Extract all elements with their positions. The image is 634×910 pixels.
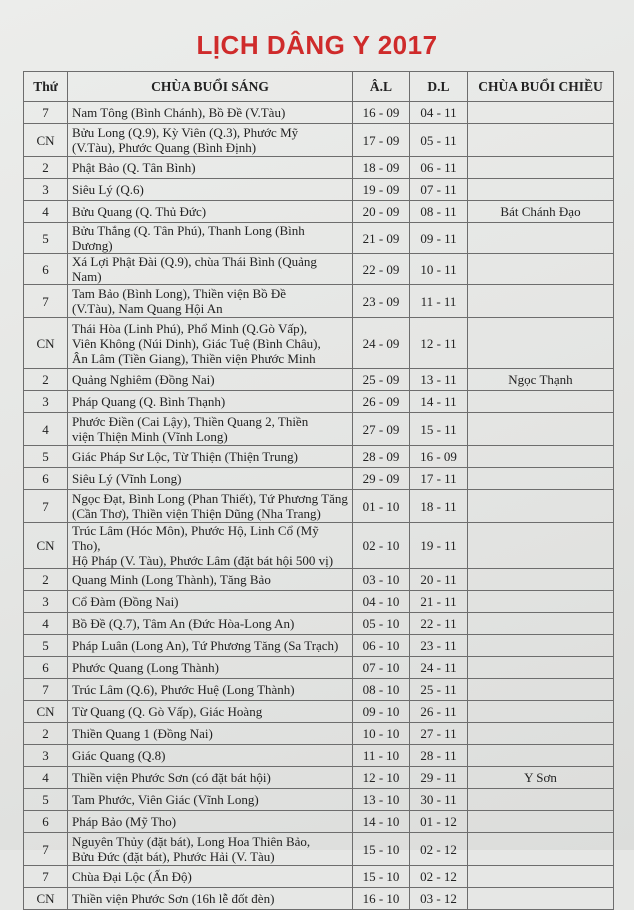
cell-solar-date: 06 - 11 [410,157,468,179]
cell-solar-date: 17 - 11 [410,468,468,490]
morning-temple-line: Từ Quang (Q. Gò Vấp), Giác Hoàng [72,704,263,719]
cell-solar-date: 19 - 11 [410,523,468,569]
morning-temple-line: Xá Lợi Phật Đài (Q.9), chùa Thái Bình (Quảng Nam) [72,254,317,284]
table-row [24,613,614,635]
cell-day: 7 [24,679,68,701]
morning-temple-line: viện Thiện Minh (Vĩnh Long) [72,429,228,444]
cell-lunar-date: 23 - 09 [353,285,410,318]
cell-afternoon-temple: Y Sơn [468,767,614,789]
cell-morning-temple [68,723,353,745]
cell-morning-temple [68,613,353,635]
morning-temple-line: (Cần Thơ), Thiền viện Thiện Dũng (Nha Trang) [72,506,321,521]
cell-day: 7 [24,102,68,124]
cell-day: 5 [24,223,68,254]
morning-temple-line: Nguyên Thủy (đặt bát), Long Hoa Thiên Bảo, [72,834,311,849]
cell-lunar-date: 21 - 09 [353,223,410,254]
column-header-lunar-date: Â.L [353,72,410,102]
cell-solar-date: 04 - 11 [410,102,468,124]
cell-morning-temple [68,391,353,413]
cell-morning-temple [68,223,353,254]
morning-temple-line: Quảng Nghiêm (Đồng Nai) [72,372,215,387]
cell-day: 5 [24,635,68,657]
cell-day: CN [24,701,68,723]
cell-day: 2 [24,369,68,391]
cell-morning-temple [68,490,353,523]
cell-day: 2 [24,723,68,745]
cell-morning-temple [68,657,353,679]
cell-afternoon-temple [468,391,614,413]
cell-day: 7 [24,833,68,866]
table-row [24,635,614,657]
cell-afternoon-temple [468,157,614,179]
cell-solar-date: 12 - 11 [410,318,468,369]
cell-lunar-date: 19 - 09 [353,179,410,201]
cell-day: 4 [24,201,68,223]
table-row [24,446,614,468]
cell-morning-temple [68,446,353,468]
cell-afternoon-temple [468,591,614,613]
cell-solar-date: 11 - 11 [410,285,468,318]
morning-temple-line: Phước Quang (Long Thành) [72,660,219,675]
cell-solar-date: 03 - 12 [410,888,468,910]
table-row [24,888,614,910]
table-row [24,179,614,201]
cell-morning-temple [68,701,353,723]
morning-temple-line: (V.Tàu), Nam Quang Hội An [72,301,223,316]
table-row [24,866,614,888]
cell-afternoon-temple [468,468,614,490]
cell-lunar-date: 15 - 10 [353,833,410,866]
cell-morning-temple [68,413,353,446]
cell-solar-date: 02 - 12 [410,833,468,866]
cell-afternoon-temple [468,490,614,523]
morning-temple-line: Bửu Long (Q.9), Kỳ Viên (Q.3), Phước Mỹ [72,125,299,140]
cell-day: 2 [24,569,68,591]
cell-morning-temple [68,811,353,833]
cell-day: 5 [24,446,68,468]
cell-afternoon-temple [468,285,614,318]
table-row [24,391,614,413]
table-row [24,102,614,124]
morning-temple-line: Thiền viện Phước Sơn (16h lễ đốt đèn) [72,891,275,906]
cell-afternoon-temple [468,254,614,285]
column-header-afternoon-temple: CHÙA BUỔI CHIỀU [468,72,614,102]
cell-lunar-date: 28 - 09 [353,446,410,468]
cell-morning-temple [68,369,353,391]
morning-temple-line: Thiền Quang 1 (Đồng Nai) [72,726,213,741]
cell-solar-date: 10 - 11 [410,254,468,285]
cell-day: 7 [24,866,68,888]
cell-lunar-date: 13 - 10 [353,789,410,811]
cell-lunar-date: 12 - 10 [353,767,410,789]
morning-temple-line: Ngọc Đạt, Bình Long (Phan Thiết), Tứ Phương Tăng [72,491,348,506]
cell-solar-date: 02 - 12 [410,866,468,888]
morning-temple-line: Thái Hòa (Linh Phú), Phổ Minh (Q.Gò Vấp), [72,320,308,336]
cell-day: 3 [24,591,68,613]
cell-lunar-date: 14 - 10 [353,811,410,833]
morning-temple-line: Trúc Lâm (Hóc Môn), Phước Hộ, Linh Cổ (Mỹ Tho), [72,523,319,553]
cell-solar-date: 09 - 11 [410,223,468,254]
table-row [24,723,614,745]
cell-afternoon-temple [468,523,614,569]
cell-afternoon-temple [468,888,614,910]
cell-day: 6 [24,657,68,679]
morning-temple-line: Chùa Đại Lộc (Ấn Độ) [72,869,192,884]
morning-temple-line: Bồ Đề (Q.7), Tâm An (Đức Hòa-Long An) [72,616,295,631]
cell-afternoon-temple [468,701,614,723]
cell-lunar-date: 07 - 10 [353,657,410,679]
cell-day: 5 [24,789,68,811]
morning-temple-line: Tam Bảo (Bình Long), Thiền viện Bồ Đề [72,286,287,301]
cell-afternoon-temple [468,745,614,767]
cell-solar-date: 08 - 11 [410,201,468,223]
cell-afternoon-temple [468,723,614,745]
table-row [24,591,614,613]
cell-lunar-date: 02 - 10 [353,523,410,569]
cell-solar-date: 26 - 11 [410,701,468,723]
cell-afternoon-temple [468,657,614,679]
cell-lunar-date: 15 - 10 [353,866,410,888]
table-row [24,490,614,523]
cell-solar-date: 13 - 11 [410,369,468,391]
cell-solar-date: 14 - 11 [410,391,468,413]
morning-temple-line: Phước Điền (Cai Lậy), Thiền Quang 2, Thiền [72,414,309,429]
cell-morning-temple [68,679,353,701]
cell-afternoon-temple [468,223,614,254]
cell-morning-temple [68,888,353,910]
cell-morning-temple [68,102,353,124]
cell-afternoon-temple [468,413,614,446]
morning-temple-line: Cổ Đàm (Đồng Nai) [72,594,179,609]
cell-lunar-date: 04 - 10 [353,591,410,613]
table-row [24,811,614,833]
cell-day: 3 [24,745,68,767]
table-row [24,157,614,179]
cell-lunar-date: 03 - 10 [353,569,410,591]
cell-afternoon-temple [468,833,614,866]
cell-morning-temple [68,635,353,657]
cell-solar-date: 24 - 11 [410,657,468,679]
cell-lunar-date: 16 - 10 [353,888,410,910]
cell-morning-temple [68,789,353,811]
morning-temple-line: Trúc Lâm (Q.6), Phước Huệ (Long Thành) [72,682,295,697]
table-row [24,789,614,811]
morning-temple-line: Giác Pháp Sư Lộc, Từ Thiện (Thiện Trung) [72,449,298,464]
cell-solar-date: 25 - 11 [410,679,468,701]
table-row [24,833,614,866]
cell-afternoon-temple [468,866,614,888]
cell-day: 7 [24,285,68,318]
cell-lunar-date: 26 - 09 [353,391,410,413]
cell-solar-date: 30 - 11 [410,789,468,811]
cell-morning-temple [68,124,353,157]
cell-day: 2 [24,157,68,179]
table-row [24,124,614,157]
cell-afternoon-temple [468,635,614,657]
cell-afternoon-temple: Ngọc Thạnh [468,369,614,391]
cell-day: CN [24,318,68,369]
cell-morning-temple [68,468,353,490]
cell-morning-temple [68,833,353,866]
cell-lunar-date: 25 - 09 [353,369,410,391]
table-row [24,413,614,446]
cell-solar-date: 21 - 11 [410,591,468,613]
table-row [24,468,614,490]
morning-temple-line: Bửu Đức (đặt bát), Phước Hải (V. Tàu) [72,849,275,864]
cell-afternoon-temple [468,446,614,468]
cell-morning-temple [68,285,353,318]
table-row [24,679,614,701]
cell-morning-temple [68,318,353,369]
cell-afternoon-temple [468,811,614,833]
column-header-morning-temple: CHÙA BUỔI SÁNG [68,72,353,102]
morning-temple-line: Pháp Luân (Long An), Tứ Phương Tăng (Sa Trạch) [72,638,339,653]
table-row [24,369,614,391]
cell-morning-temple [68,767,353,789]
column-header-solar-date: D.L [410,72,468,102]
cell-morning-temple [68,866,353,888]
morning-temple-line: Bửu Thắng (Q. Tân Phú), Thanh Long (Bình Dương) [72,223,305,253]
cell-lunar-date: 17 - 09 [353,124,410,157]
morning-temple-line: Hộ Pháp (V. Tàu), Phước Lâm (đặt bát hội 500 vị) [72,553,334,568]
table-row [24,767,614,789]
cell-afternoon-temple [468,569,614,591]
morning-temple-line: (V.Tàu), Phước Quang (Bình Định) [72,140,257,155]
schedule-table [23,71,614,910]
table-row [24,745,614,767]
cell-day: CN [24,124,68,157]
cell-lunar-date: 16 - 09 [353,102,410,124]
column-header-day: Thứ [24,72,68,102]
morning-temple-line: Siêu Lý (Q.6) [72,182,144,197]
cell-solar-date: 27 - 11 [410,723,468,745]
cell-day: 4 [24,413,68,446]
cell-lunar-date: 10 - 10 [353,723,410,745]
cell-day: 6 [24,468,68,490]
cell-morning-temple [68,745,353,767]
table-row [24,701,614,723]
table-header-row [24,72,614,102]
cell-solar-date: 01 - 12 [410,811,468,833]
cell-morning-temple [68,157,353,179]
morning-temple-line: Pháp Bảo (Mỹ Tho) [72,814,177,829]
cell-day: 3 [24,391,68,413]
cell-lunar-date: 29 - 09 [353,468,410,490]
cell-day: 4 [24,613,68,635]
cell-solar-date: 28 - 11 [410,745,468,767]
cell-morning-temple [68,523,353,569]
table-row [24,569,614,591]
schedule-body [24,102,614,910]
cell-solar-date: 20 - 11 [410,569,468,591]
cell-day: CN [24,888,68,910]
cell-day: 4 [24,767,68,789]
cell-afternoon-temple [468,318,614,369]
cell-day: 3 [24,179,68,201]
cell-afternoon-temple [468,102,614,124]
cell-solar-date: 18 - 11 [410,490,468,523]
cell-afternoon-temple [468,124,614,157]
cell-day: 6 [24,811,68,833]
cell-lunar-date: 22 - 09 [353,254,410,285]
cell-afternoon-temple [468,679,614,701]
cell-solar-date: 16 - 09 [410,446,468,468]
cell-morning-temple [68,569,353,591]
cell-solar-date: 07 - 11 [410,179,468,201]
page-title: LỊCH DÂNG Y 2017 [196,30,438,60]
morning-temple-line: Pháp Quang (Q. Bình Thạnh) [72,394,226,409]
morning-temple-line: Phật Bảo (Q. Tân Bình) [72,160,196,175]
table-row [24,523,614,569]
table-row [24,285,614,318]
cell-lunar-date: 05 - 10 [353,613,410,635]
table-row [24,318,614,369]
cell-morning-temple [68,201,353,223]
cell-lunar-date: 08 - 10 [353,679,410,701]
table-row [24,223,614,254]
cell-solar-date: 29 - 11 [410,767,468,789]
table-row [24,254,614,285]
table-row [24,201,614,223]
morning-temple-line: Tam Phước, Viên Giác (Vĩnh Long) [72,792,259,807]
cell-solar-date: 05 - 11 [410,124,468,157]
cell-lunar-date: 18 - 09 [353,157,410,179]
cell-lunar-date: 06 - 10 [353,635,410,657]
cell-lunar-date: 20 - 09 [353,201,410,223]
cell-lunar-date: 27 - 09 [353,413,410,446]
cell-lunar-date: 09 - 10 [353,701,410,723]
cell-morning-temple [68,179,353,201]
cell-afternoon-temple [468,613,614,635]
morning-temple-line: Bửu Quang (Q. Thủ Đức) [72,204,207,219]
cell-day: CN [24,523,68,569]
cell-day: 6 [24,254,68,285]
cell-afternoon-temple [468,789,614,811]
morning-temple-line: Thiền viện Phước Sơn (có đặt bát hội) [72,770,271,785]
morning-temple-line: Siêu Lý (Vĩnh Long) [72,471,182,486]
morning-temple-line: Viên Không (Núi Dinh), Giác Tuệ (Bình Châu), [72,335,321,351]
morning-temple-line: Nam Tông (Bình Chánh), Bồ Đề (V.Tàu) [72,105,286,120]
table-row [24,657,614,679]
cell-solar-date: 22 - 11 [410,613,468,635]
morning-temple-line: Ân Lâm (Tiền Giang), Thiền viện Phước Minh [72,350,316,366]
cell-solar-date: 23 - 11 [410,635,468,657]
cell-morning-temple [68,254,353,285]
cell-lunar-date: 11 - 10 [353,745,410,767]
cell-afternoon-temple: Bát Chánh Đạo [468,201,614,223]
cell-morning-temple [68,591,353,613]
cell-solar-date: 15 - 11 [410,413,468,446]
cell-lunar-date: 01 - 10 [353,490,410,523]
cell-afternoon-temple [468,179,614,201]
morning-temple-line: Giác Quang (Q.8) [72,748,166,763]
cell-day: 7 [24,490,68,523]
cell-lunar-date: 24 - 09 [353,318,410,369]
morning-temple-line: Quang Minh (Long Thành), Tăng Bảo [72,572,271,587]
